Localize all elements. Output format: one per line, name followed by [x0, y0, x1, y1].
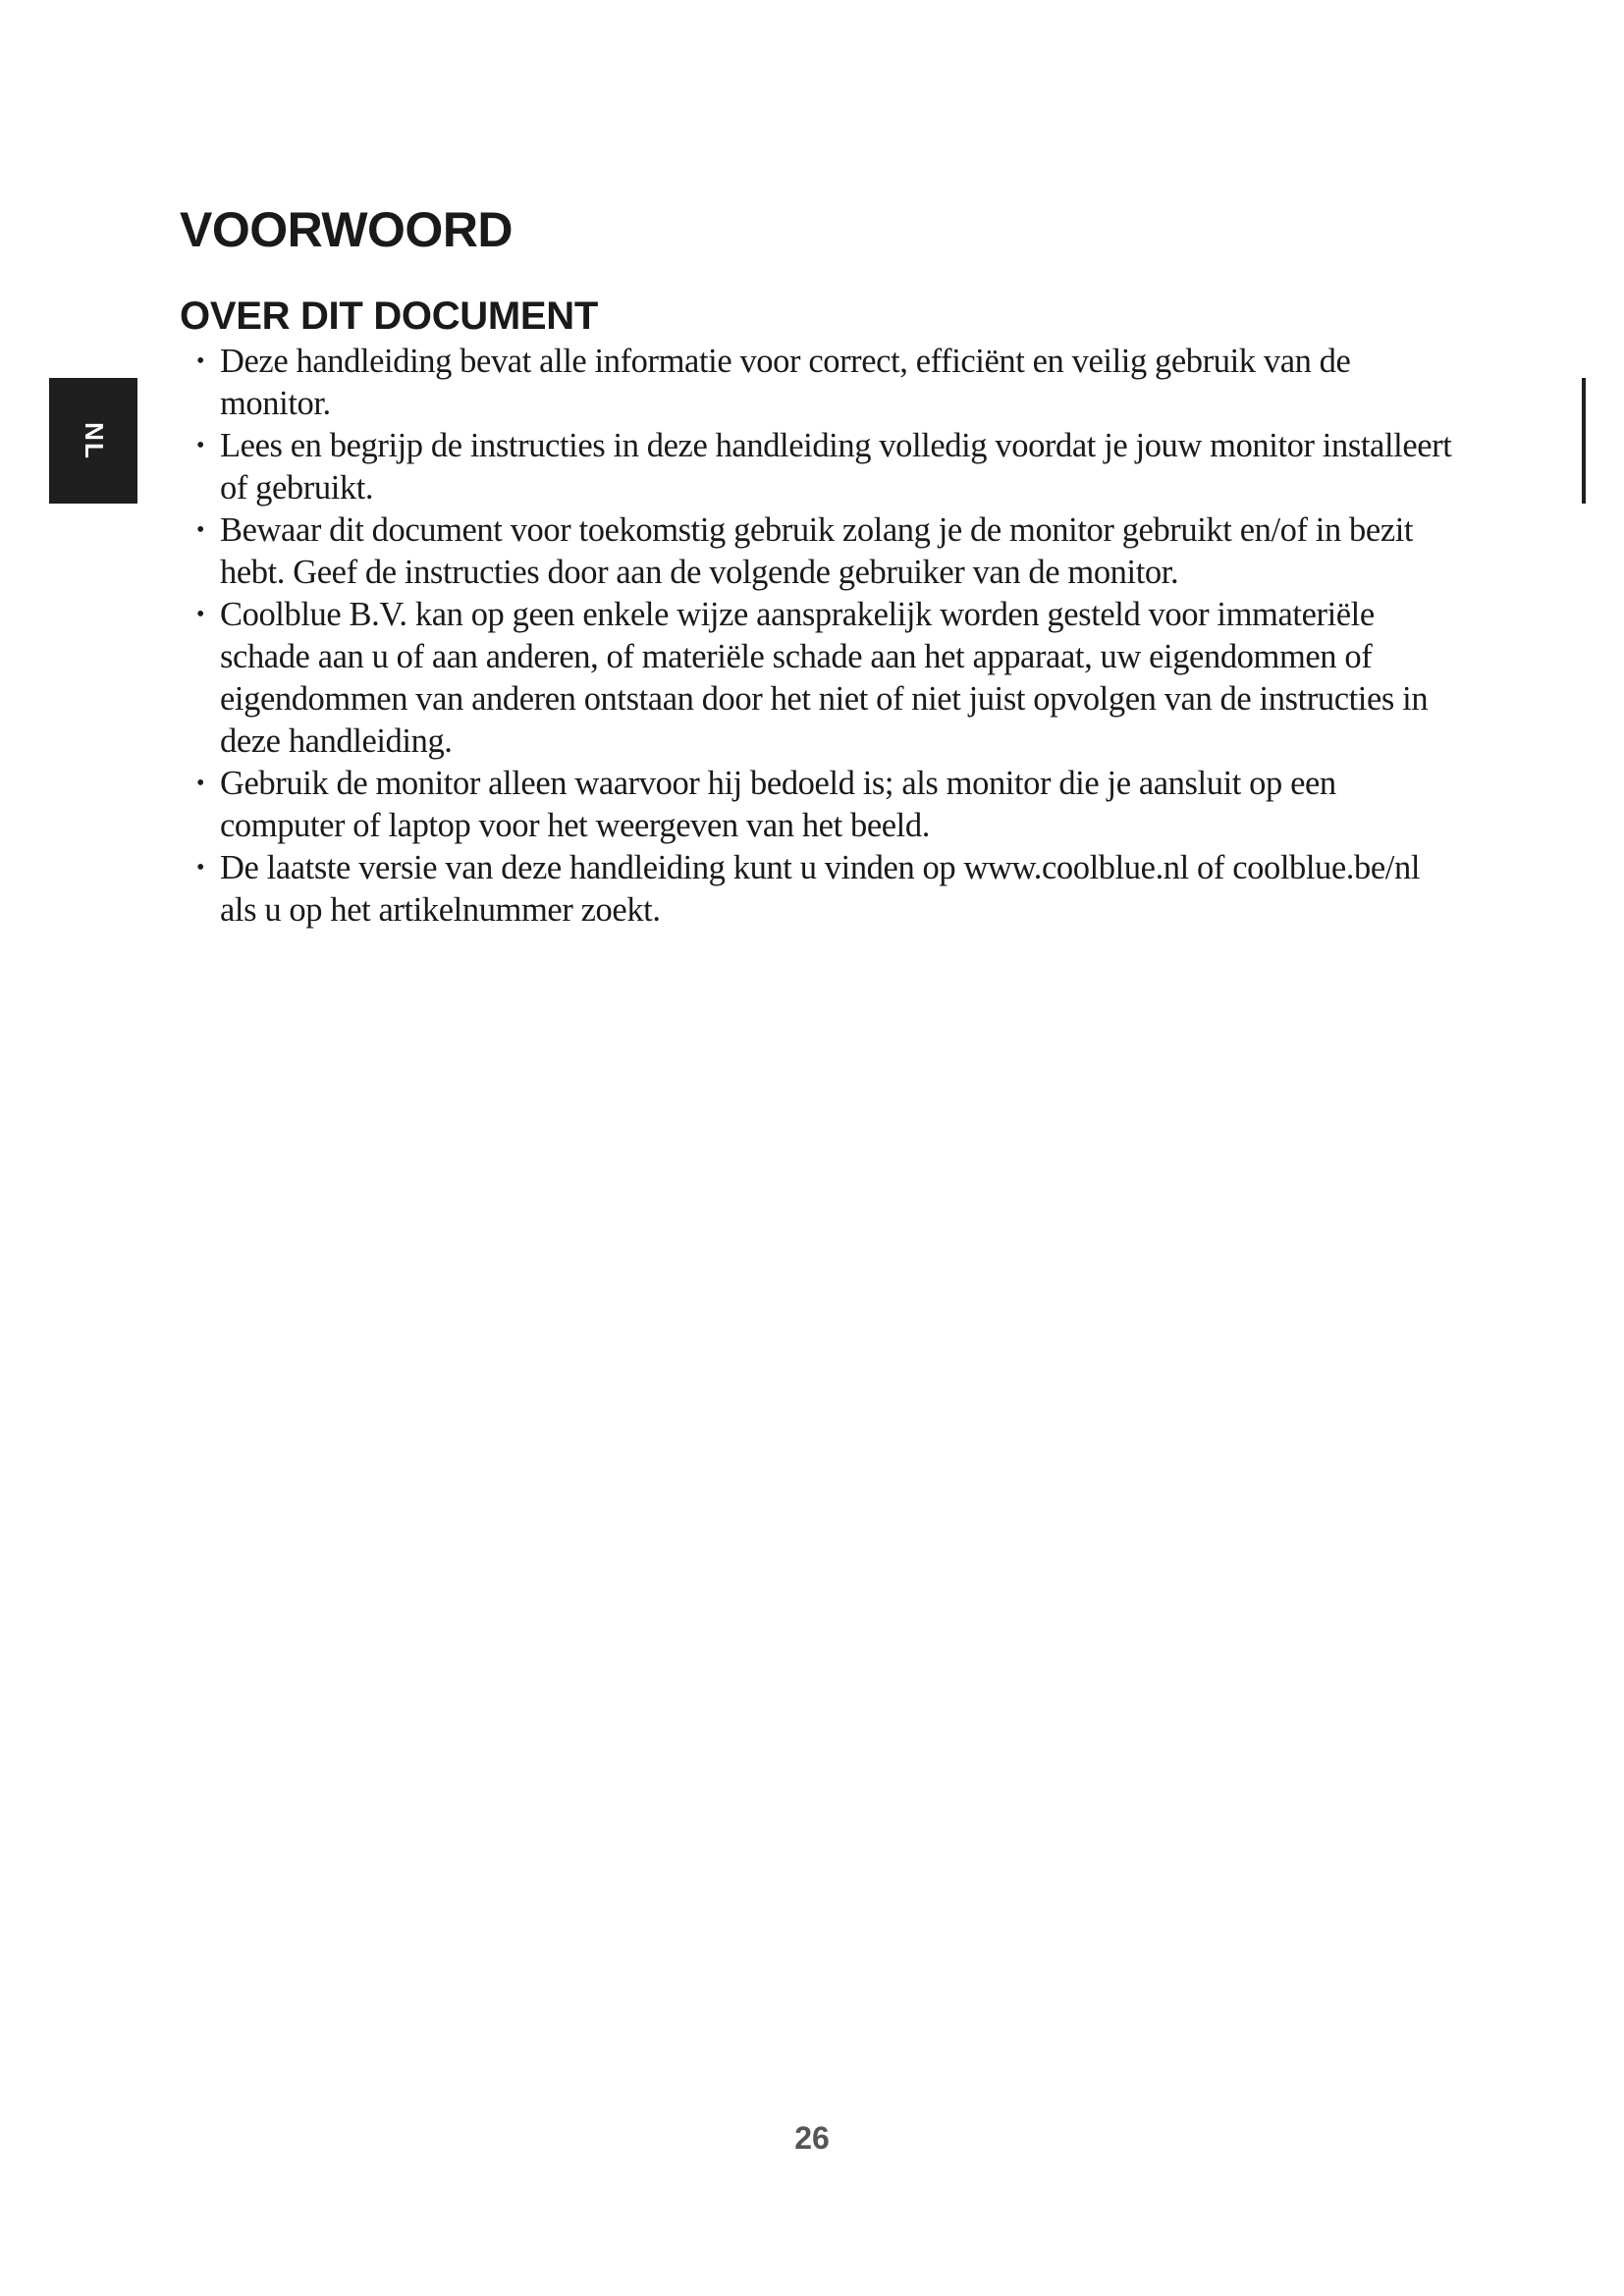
- margin-marker-bar: [1582, 378, 1586, 504]
- language-tab: [49, 378, 137, 504]
- section-title: OVER DIT DOCUMENT: [180, 294, 599, 338]
- list-item: • Lees en begrijp de instructies in deze handleiding volledig voordat je jouw monitor installeert of gebruikt.: [196, 425, 1463, 509]
- list-item: • Gebruik de monitor alleen waarvoor hij bedoeld is; als monitor die je aansluit op een computer of laptop voor het weergeven van het beeld.: [196, 763, 1463, 847]
- page-title: VOORWOORD: [180, 202, 514, 257]
- list-item: • Bewaar dit document voor toekomstig gebruik zolang je de monitor gebruikt en/of in bezit hebt. Geef de instructies door aan de volgende gebruiker van de monitor.: [196, 509, 1463, 594]
- list-item: • Coolblue B.V. kan op geen enkele wijze aansprakelijk worden gesteld voor immateriële schade aan u of aan anderen, of materiële schade aan het apparaat, uw eigendommen of eigendommen van anderen ontstaan door het niet of niet juist opvolgen van de instructies in deze handleiding.: [196, 594, 1463, 763]
- bullet-list: [196, 341, 1463, 932]
- list-item: • Deze handleiding bevat alle informatie voor correct, efficiënt en veilig gebruik van de monitor.: [196, 341, 1463, 425]
- page-number: 26: [794, 2120, 830, 2156]
- list-item: • De laatste versie van deze handleiding kunt u vinden op www.coolblue.nl of coolblue.be/nl als u op het artikelnummer zoekt.: [196, 847, 1463, 932]
- language-tab-label: NL: [79, 421, 109, 460]
